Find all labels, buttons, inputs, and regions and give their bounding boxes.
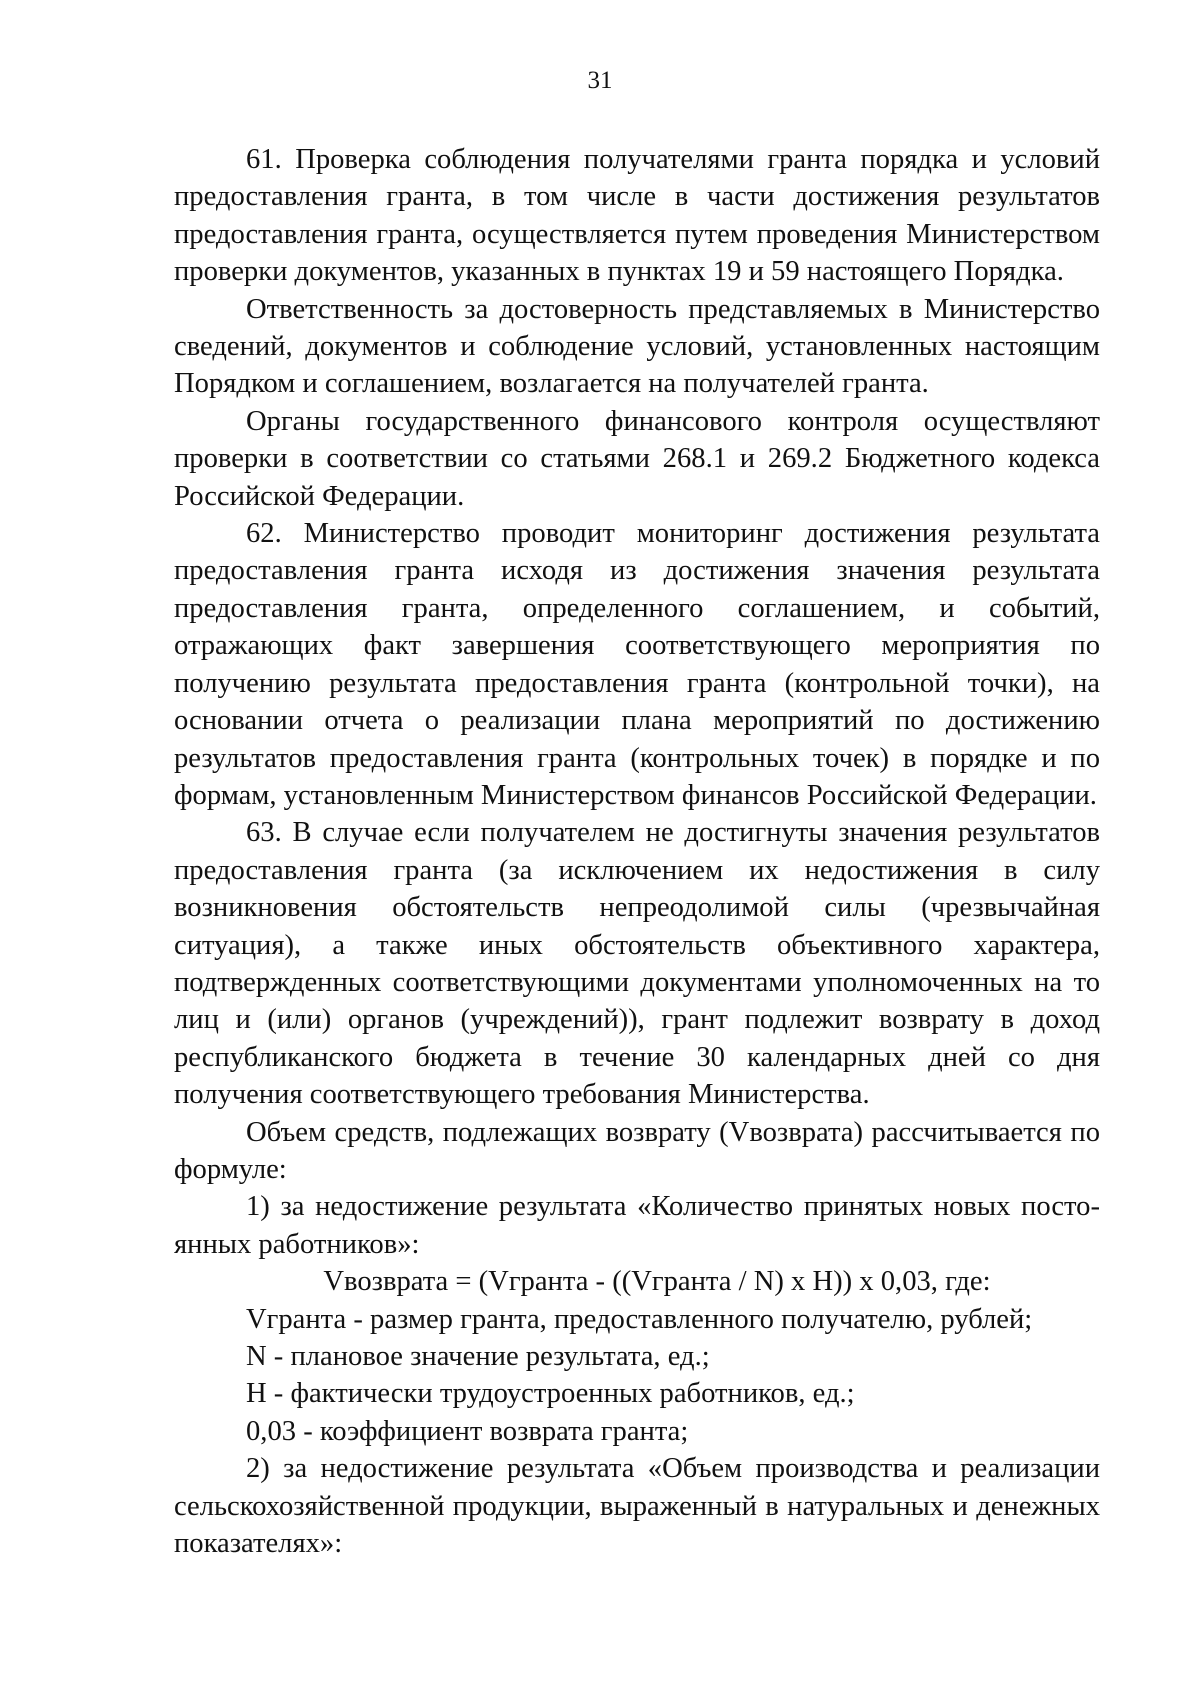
definition-refund-coefficient: 0,03 - коэффициент возврата гранта;: [246, 1415, 689, 1447]
paragraph-refund-volume: Объем средств, подлежащих возврату (Vвозврата) рассчитывается по формуле:: [174, 1116, 1100, 1185]
paragraph-item-2: 2) за недостижение результата «Объем производства и реализации сельскохозяйственной продукции, выраженный в натуральных и денежных показателях»:: [174, 1453, 1100, 1560]
definition-grant-size: Vгранта - размер гранта, предоставленного получателю, рублей;: [246, 1303, 1033, 1335]
page-number: 31: [587, 67, 613, 94]
paragraph-item-1: 1) за недостижение результата «Количество принятых новых посто-янных работников»:: [174, 1191, 1100, 1260]
paragraph-61: 61. Проверка соблюдения получателями гранта порядка и условий предоставления гранта, в том числе в части достижения результатов предоставления гранта, осуществляется путем проведения Министерством проверки документов, указанных в пунктах 19 и 59 настоящего Порядка.: [174, 144, 1100, 288]
paragraph-62: 62. Министерство проводит мониторинг достижения результата предоставления гранта исходя из достижения значения результата предоставления гранта, определенного соглашением, и событий, отражающих факт завершения соответствующего мероприятия по получению результата предоставления гранта (контрольной точки), на основании отчета о реализации плана мероприятий по достижению результатов предоставления гранта (контрольных точек) в порядке и по формам, установленным Министерством финансов Российской Федерации.: [174, 518, 1100, 811]
refund-formula: Vвозврата = (Vгранта - ((Vгранта / N) х Н)) х 0,03, где:: [323, 1266, 991, 1298]
document-body: [174, 141, 1100, 1562]
paragraph-63: 63. В случае если получателем не достигнуты значения результатов предоставления гранта (за исключением их недостижения в силу возникновения обстоятельств непреодолимой силы (чрезвычайная ситуация), а также иных обстоятельств объективного характера, подтвержденных соответствующими документами уполномоченных на то лиц и (или) органов (учреждений)), грант подлежит возврату в доход республиканского бюджета в течение 30 календарных дней со дня получения соответствующего требования Министерства.: [174, 817, 1100, 1111]
definition-employed-workers: Н - фактически трудоустроенных работников, ед.;: [246, 1378, 855, 1410]
paragraph-control-bodies: Органы государственного финансового контроля осуществляют проверки в соответствии со статьями 268.1 и 269.2 Бюджетного кодекса Российской Федерации.: [174, 405, 1100, 512]
definition-planned-value: N - плановое значение результата, ед.;: [246, 1341, 710, 1372]
paragraph-responsibility: Ответственность за достоверность представляемых в Министерство сведений, документов и соблюдение условий, установленных настоящим Порядком и соглашением, возлагается на получателей гранта.: [174, 293, 1100, 400]
